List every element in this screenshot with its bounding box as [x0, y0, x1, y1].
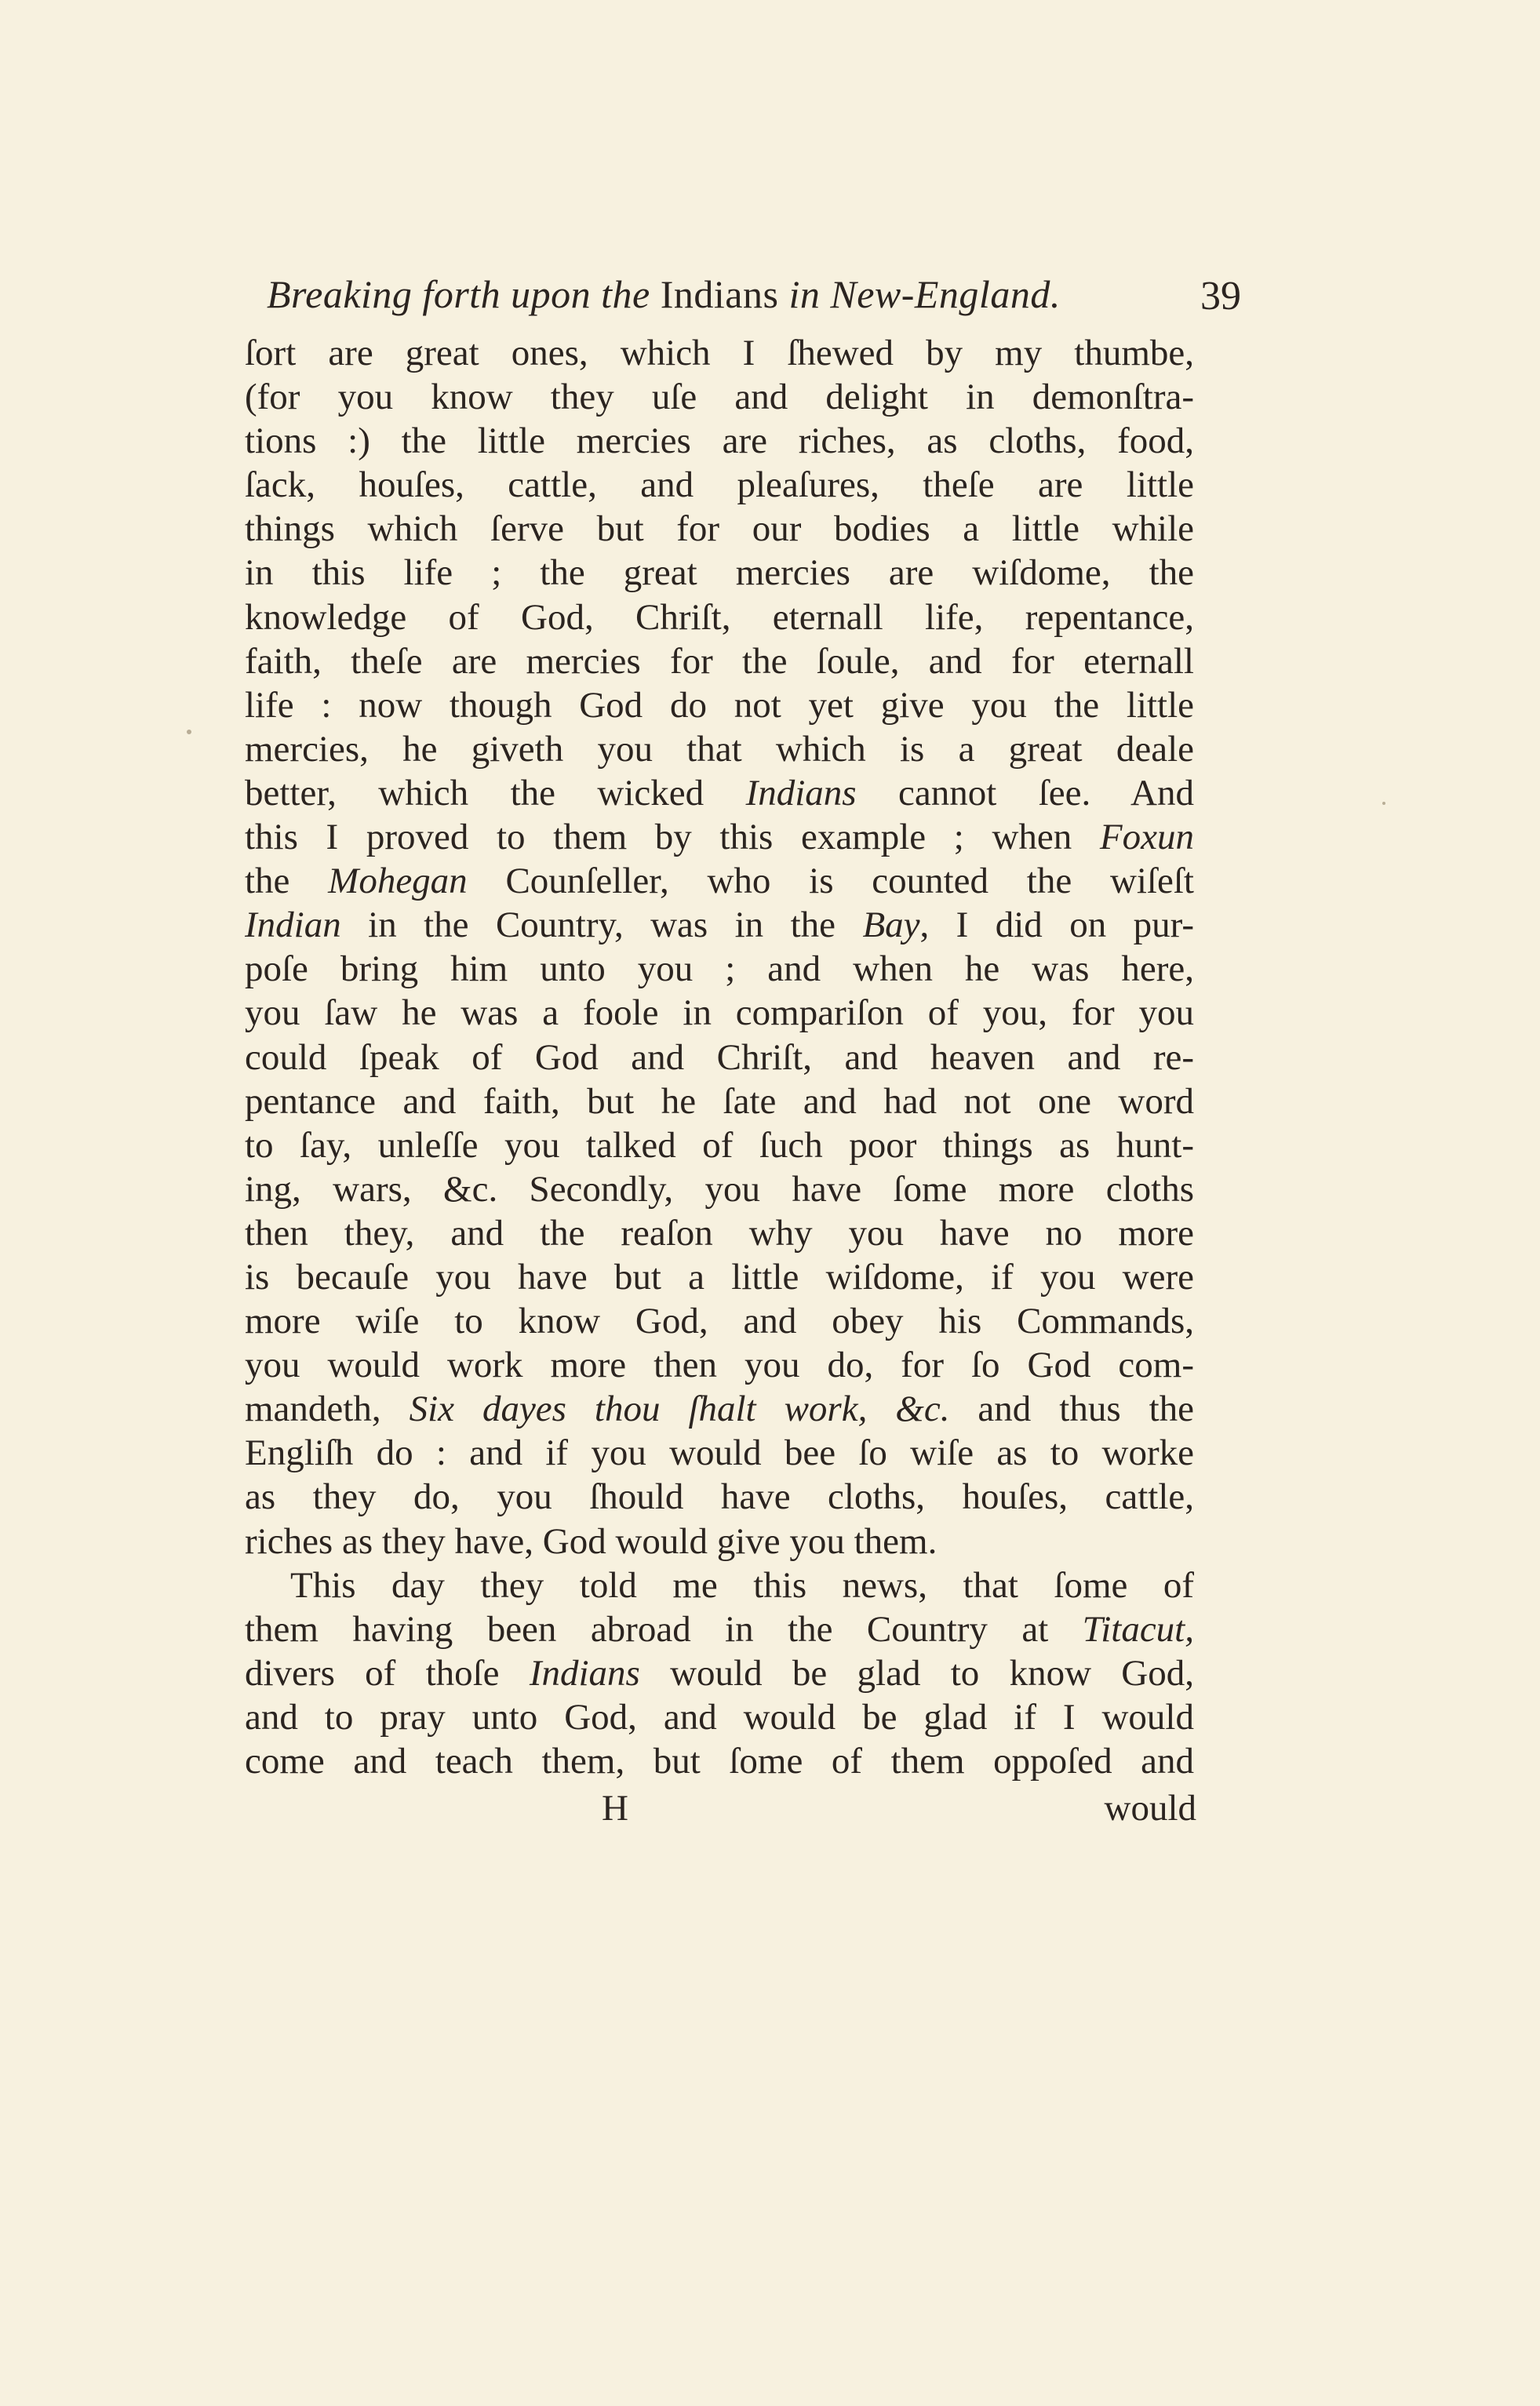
text-run: ſack, houſes, cattle, and pleaſures, theſe are little [245, 464, 1194, 506]
text-run: (for you know they uſe and delight in demonſtra- [245, 377, 1194, 418]
text-line [245, 1387, 1194, 1431]
text-run: riches as they have, God would give you them. [245, 1520, 937, 1562]
text-run: this I proved to them by this example ; when [245, 817, 1100, 858]
running-head-part-1: Breaking forth upon the [267, 272, 650, 316]
text-line [245, 1431, 1194, 1475]
paper-speck [1382, 802, 1385, 805]
text-line [245, 947, 1194, 991]
text-line [245, 595, 1194, 639]
text-run: cannot ſee. And [856, 772, 1194, 814]
text-run: the [245, 861, 329, 902]
text-run: ing, wars, &c. Secondly, you have ſome more cloths [245, 1168, 1194, 1210]
text-run: life : now though God do not yet give you the little [245, 684, 1194, 726]
text-line [245, 639, 1194, 683]
text-run: , I did on pur- [919, 905, 1194, 946]
text-line [245, 815, 1194, 859]
running-head [267, 259, 1208, 329]
text-line [245, 859, 1194, 903]
text-line [245, 419, 1194, 463]
text-run: This day they told me this news, that ſome of [290, 1564, 1194, 1606]
text-run: divers of thoſe [245, 1652, 530, 1694]
page-number: 39 [1200, 274, 1241, 318]
text-line [245, 331, 1194, 375]
catchword: would [1104, 1788, 1196, 1829]
italic-text-run: Indian [245, 905, 341, 946]
text-line [245, 1211, 1194, 1255]
text-line [245, 1299, 1194, 1343]
text-run: and thus the [949, 1389, 1194, 1430]
text-run: pentance and faith, but he ſate and had not one word [245, 1080, 1194, 1122]
running-head-part-3: in New-England. [788, 272, 1061, 316]
text-run: to ſay, unleſſe you talked of ſuch poor things as hunt- [245, 1124, 1194, 1166]
text-run: come and teach them, but ſome of them oppoſed and [245, 1741, 1194, 1782]
text-line [245, 991, 1194, 1035]
text-line [245, 903, 1194, 947]
italic-text-run: Titacut, [1082, 1608, 1194, 1650]
text-run: you would work more then you do, for ſo God com- [245, 1345, 1194, 1386]
text-run: in this life ; the great mercies are wiſdome, the [245, 552, 1194, 594]
text-line [245, 375, 1194, 419]
text-line [245, 1563, 1194, 1607]
text-run: is becauſe you have but a little wiſdome, if you were [245, 1256, 1194, 1298]
text-line [245, 1607, 1194, 1651]
text-run: could ſpeak of God and Chriſt, and heaven and re- [245, 1036, 1194, 1078]
text-line [245, 683, 1194, 727]
italic-text-run: Mohegan [328, 861, 468, 902]
text-line [245, 1739, 1194, 1783]
text-line [245, 727, 1194, 771]
text-run: tions :) the little mercies are riches, as cloths, food, [245, 420, 1194, 462]
text-line [245, 1343, 1194, 1387]
text-run: Counſeller, who is counted the wiſeſt [467, 861, 1194, 902]
text-run: ſort are great ones, which I ſhewed by my thumbe, [245, 333, 1194, 373]
italic-text-run: Six dayes thou ſhalt work, &c. [409, 1389, 950, 1430]
body-text [245, 331, 1194, 1783]
text-line [245, 551, 1194, 595]
text-line [245, 1167, 1194, 1211]
text-line [245, 1520, 1194, 1563]
text-run: better, which the wicked [245, 772, 746, 814]
text-line [245, 771, 1194, 815]
text-line [245, 1123, 1194, 1167]
text-run: mercies, he giveth you that which is a great deale [245, 728, 1194, 770]
text-run: would be glad to know God, [639, 1652, 1194, 1694]
text-line [245, 1255, 1194, 1299]
text-run: mandeth, [245, 1389, 410, 1430]
text-line [245, 507, 1194, 551]
text-run: poſe bring him unto you ; and when he was here, [245, 948, 1194, 990]
text-line [245, 1651, 1194, 1695]
text-run: as they do, you ſhould have cloths, houſes, cattle, [245, 1476, 1194, 1518]
text-line [245, 1695, 1194, 1739]
text-run: you ſaw he was a foole in compariſon of you, for you [245, 992, 1194, 1034]
text-run: in the Country, was in the [340, 905, 863, 946]
text-run: faith, theſe are mercies for the ſoule, and for eternall [245, 640, 1194, 682]
text-run: and to pray unto God, and would be glad if I would [245, 1696, 1194, 1738]
text-line [245, 1036, 1194, 1079]
italic-text-run: Foxun [1099, 817, 1194, 858]
text-run: more wiſe to know God, and obey his Commands, [245, 1301, 1194, 1342]
signature-mark: H [602, 1788, 628, 1829]
text-line [245, 1475, 1194, 1519]
italic-text-run: Indians [529, 1652, 640, 1694]
running-head-part-2: Indians [660, 272, 779, 316]
text-run: then they, and the reaſon why you have no more [245, 1212, 1194, 1254]
italic-text-run: Indians [745, 772, 857, 814]
text-line [245, 1079, 1194, 1123]
text-run: Engliſh do : and if you would bee ſo wiſe as to worke [245, 1432, 1194, 1474]
text-line [245, 463, 1194, 507]
italic-text-run: Bay [862, 905, 920, 946]
text-run: things which ſerve but for our bodies a little while [245, 508, 1194, 550]
paper-speck [187, 730, 191, 734]
text-run: them having been abroad in the Country at [245, 1608, 1083, 1650]
text-run: knowledge of God, Chriſt, eternall life, repentance, [245, 596, 1194, 638]
